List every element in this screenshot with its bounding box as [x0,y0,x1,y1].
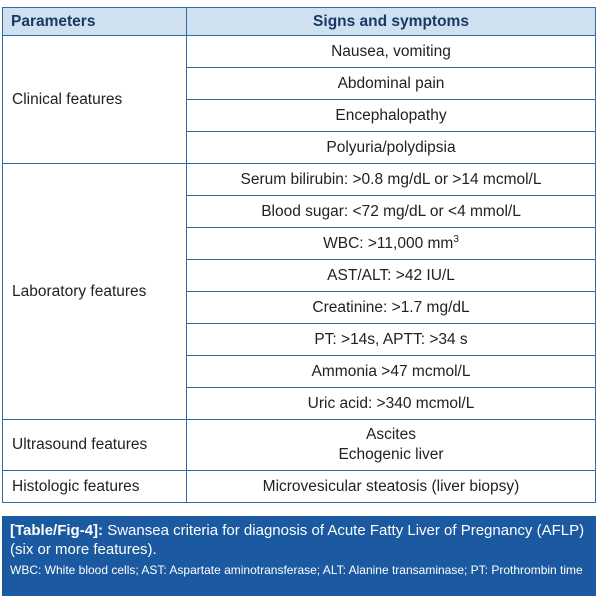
table-figure [2,7,596,594]
wbc-superscript: 3 [453,233,459,245]
table-row [3,420,596,471]
caption-tag: [Table/Fig-4]: [10,522,104,539]
sign-cell: Abdominal pain [187,68,596,100]
sign-cell: Nausea, vomiting [187,36,596,68]
caption-abbreviations: WBC: White blood cells; AST: Aspartate aminotransferase; ALT: Alanine transaminase; PT: Prothrombin time [10,563,583,577]
sign-cell: Polyuria/polydipsia [187,132,596,164]
caption-text: Swansea criteria for diagnosis of Acute Fatty Liver of Pregnancy (AFLP) (six or more features). [10,522,585,558]
sign-cell: AST/ALT: >42 IU/L [187,260,596,292]
wbc-text: WBC: >11,000 mm [323,235,454,253]
param-laboratory: Laboratory features [3,164,187,420]
sign-cell: Creatinine: >1.7 mg/dL [187,292,596,324]
caption-main [10,521,588,559]
criteria-table [2,7,596,503]
param-ultrasound: Ultrasound features [3,420,187,471]
sign-cell: Uric acid: >340 mcmol/L [187,388,596,420]
param-histologic: Histologic features [3,471,187,503]
sign-cell: Encephalopathy [187,100,596,132]
header-signs-symptoms: Signs and symptoms [187,8,596,36]
table-row [3,36,596,68]
sign-cell: Serum bilirubin: >0.8 mg/dL or >14 mcmol/L [187,164,596,196]
sign-cell-ultrasound [187,420,596,471]
sign-cell: Blood sugar: <72 mg/dL or <4 mmol/L [187,196,596,228]
param-clinical: Clinical features [3,36,187,164]
sign-cell: PT: >14s, APTT: >34 s [187,324,596,356]
sign-cell-wbc [187,228,596,260]
sign-cell: Ammonia >47 mcmol/L [187,356,596,388]
table-row [3,471,596,503]
figure-caption [2,516,596,596]
sign-cell: Microvesicular steatosis (liver biopsy) [187,471,596,503]
header-row [3,8,596,36]
header-parameters: Parameters [3,8,187,36]
sign-ascites: Ascites [366,426,416,443]
sign-echogenic-liver: Echogenic liver [338,446,444,463]
table-row [3,164,596,196]
